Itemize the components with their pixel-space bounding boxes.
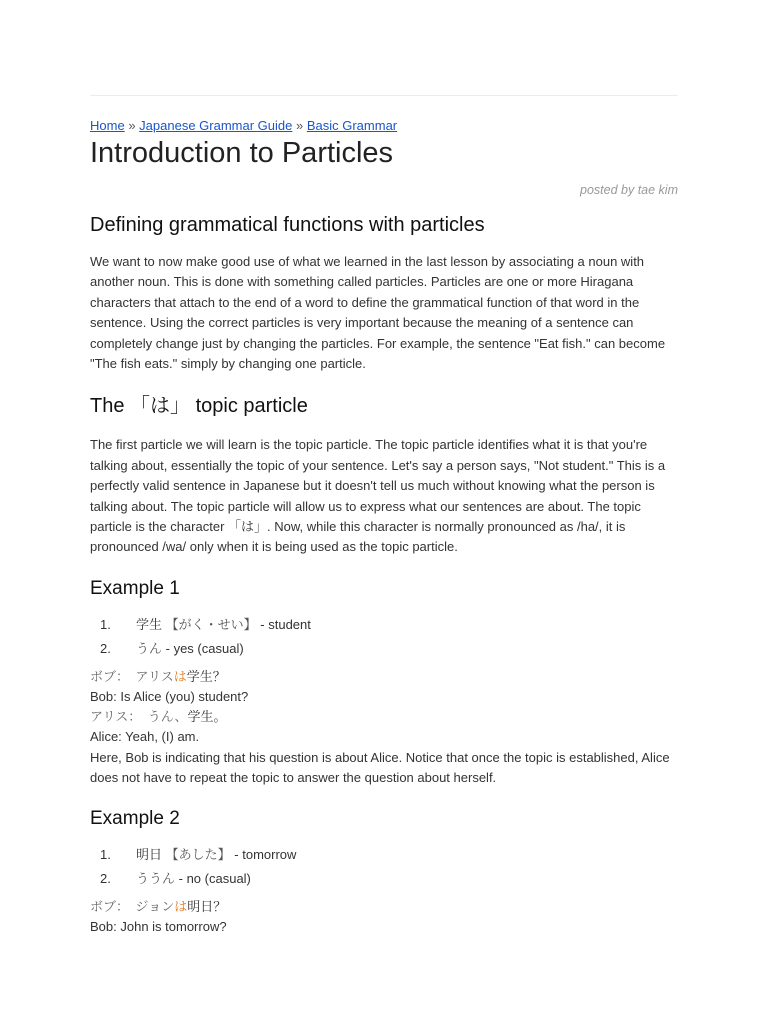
vocab-item (90, 613, 678, 637)
dialog-line-english: Bob: John is tomorrow? (90, 919, 227, 935)
example-1-vocab-list (90, 613, 678, 661)
breadcrumb-basic-grammar-link[interactable]: Basic Grammar (306, 118, 398, 133)
dialog-text: 学生？ (186, 668, 226, 684)
vocab-reading: 【がく・せい】 (165, 616, 257, 632)
vocab-kanji: ううん (136, 871, 176, 887)
breadcrumb-home-link[interactable]: Home (90, 118, 125, 133)
dialog-line-japanese (90, 897, 678, 917)
vocab-number: 2. (100, 640, 111, 656)
example-1-dialog (90, 667, 678, 788)
section-body-topic-particle: The first particle we will learn is the topic particle. The topic particle identifies what it is that you're talking about, essentially the topic of your sentence. Let's say a person says, "Not student." This is a perfectly valid sentence in Japanese but it doesn't tell us much without knowing what the person is talking about. The topic particle will allow us to express what our sentences are about. The topic particle is the character 「は」. Now, while this character is normally pronounced as /ha/, it is pronounced /wa/ only when it is being used as the topic particle. (90, 437, 666, 555)
breadcrumb (90, 117, 678, 135)
vocab-number: 1. (100, 847, 111, 863)
dialog-line-japanese (90, 667, 678, 687)
vocab-number: 2. (100, 871, 111, 887)
vocab-kanji: 明日 (136, 847, 163, 863)
vocab-item (90, 637, 678, 661)
dialog-speaker: ボブ： アリス (90, 668, 174, 684)
vocab-reading: 【あした】 (165, 847, 231, 863)
topic-particle-highlight: は (174, 899, 188, 915)
example-2-heading: Example 2 (90, 808, 180, 830)
vocab-item (90, 867, 678, 891)
breadcrumb-guide-link[interactable]: Japanese Grammar Guide (139, 118, 293, 133)
section-heading-topic-particle: The 「は」 topic particle (90, 395, 308, 418)
page-title: Introduction to Particles (90, 137, 394, 169)
vocab-kanji: うん (136, 640, 163, 656)
vocab-number: 1. (100, 616, 111, 632)
dialog-text: 学生。 (187, 709, 227, 725)
vocab-item (90, 843, 678, 867)
top-divider (90, 95, 678, 96)
dialog-text: 明日？ (187, 899, 227, 915)
section-body-particles: We want to now make good use of what we learned in the last lesson by associating a noun with another noun. This is done with something called particles. Particles are one or more Hiragana characters that attach to the end of a word to define the grammatical function of that word in the sentence. Using the correct particles is very important because the meaning of a sentence can completely change just by changing the particles. For example, the sentence "Eat fish." can become "The fish eats." simply by changing one particle. (90, 254, 666, 372)
breadcrumb-separator: » (128, 118, 136, 133)
dialog-line-english: Bob: Is Alice (you) student? (90, 689, 249, 705)
dialog-speaker: アリス： うん、 (90, 709, 188, 725)
dialog-line-english: Alice: Yeah, (I) am. (90, 729, 200, 745)
article (90, 117, 678, 938)
author-byline: posted by tae kim (580, 183, 678, 197)
section-heading-particles: Defining grammatical functions with particles (90, 214, 485, 236)
topic-particle-highlight: は (173, 668, 187, 684)
dialog-line-japanese (90, 707, 678, 727)
vocab-meaning: - yes (casual) (165, 640, 244, 656)
vocab-meaning: - tomorrow (234, 847, 297, 863)
example-1-heading: Example 1 (90, 577, 180, 599)
example-2-dialog (90, 897, 678, 937)
vocab-meaning: - no (casual) (178, 871, 251, 887)
breadcrumb-separator: » (295, 118, 304, 133)
dialog-speaker: ボブ： ジョン (90, 899, 175, 915)
example-2-vocab-list (90, 843, 678, 891)
example-1-note: Here, Bob is indicating that his question is about Alice. Notice that once the topic is established, Alice does not have to repeat the topic to answer the question about herself. (90, 749, 670, 785)
vocab-kanji: 学生 (136, 616, 163, 632)
vocab-meaning: - student (260, 616, 311, 632)
